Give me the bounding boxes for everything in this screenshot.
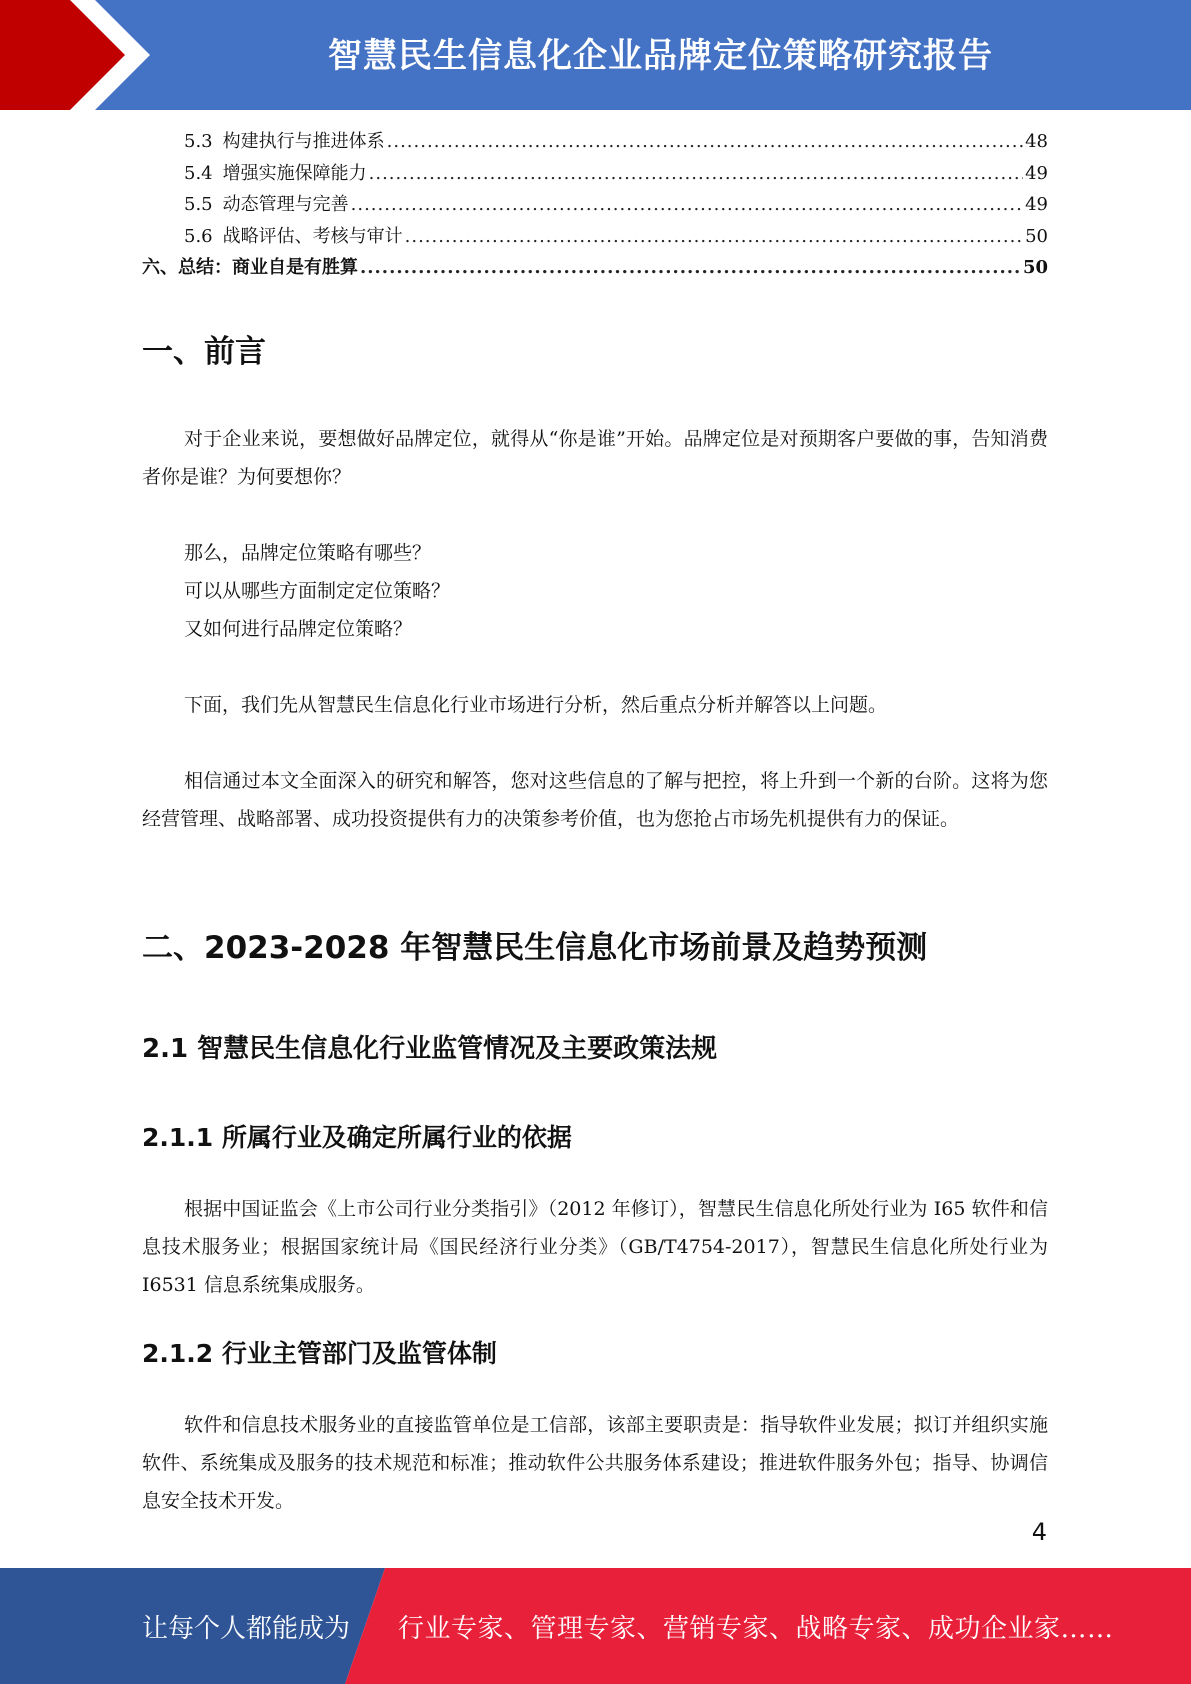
toc-entry-page: 48 xyxy=(1025,131,1048,152)
toc-entry-page: 49 xyxy=(1025,194,1048,215)
toc-entry-number: 5.4 xyxy=(184,162,213,184)
report-title: 智慧民生信息化企业品牌定位策略研究报告 xyxy=(328,36,993,76)
toc-entry[interactable] xyxy=(142,158,1048,190)
preface-question-3: 又如何进行品牌定位策略？ xyxy=(184,618,413,640)
paragraph-industry-classification: 根据中国证监会《上市公司行业分类指引》（2012 年修订），智慧民生信息化所处行业为 I65 软件和信息技术服务业；根据国家统计局《国民经济行业分类》（GB/T4754-2017），智慧民生信息化所处行业为 I6531 信息系统集成服务。 xyxy=(142,1198,1048,1296)
header-chevron-decoration xyxy=(0,0,150,110)
subsection-heading-2-1-2: 2.1.2 行业主管部门及监管体制 xyxy=(142,1339,497,1368)
toc-leader-dots xyxy=(369,158,1023,190)
toc-entry[interactable] xyxy=(142,189,1048,221)
toc-leader-dots xyxy=(360,252,1021,284)
footer-slogan-right: 行业专家、管理专家、营销专家、战略专家、成功企业家…… xyxy=(398,1614,1114,1644)
toc-entry-label: 战略评估、考核与审计 xyxy=(222,225,403,247)
toc-entry-number: 5.6 xyxy=(184,225,213,247)
toc-leader-dots xyxy=(351,189,1023,221)
toc-entry-label: 增强实施保障能力 xyxy=(222,162,367,184)
table-of-contents xyxy=(142,126,1048,284)
preface-question-2: 可以从哪些方面制定定位策略？ xyxy=(184,580,451,602)
toc-entry-page: 50 xyxy=(1022,257,1048,278)
toc-entry-label: 动态管理与完善 xyxy=(222,194,349,215)
subsection-heading-2-1-1: 2.1.1 所属行业及确定所属行业的依据 xyxy=(142,1123,572,1152)
toc-leader-dots xyxy=(387,126,1023,158)
footer-slogan-left: 让每个人都能成为 xyxy=(142,1614,351,1644)
toc-entry-page: 50 xyxy=(1025,225,1048,247)
preface-paragraph-3: 相信通过本文全面深入的研究和解答，您对这些信息的了解与把控，将上升到一个新的台阶。这将为您经营管理、战略部署、成功投资提供有力的决策参考价值，也为您抢占市场先机提供有力的保证。 xyxy=(142,770,1048,830)
toc-entry-label: 六、总结：商业自是有胜算 xyxy=(142,257,358,278)
preface-paragraph-2: 下面，我们先从智慧民生信息化行业市场进行分析，然后重点分析并解答以上问题。 xyxy=(184,694,888,716)
subsection-heading-2-1: 2.1 智慧民生信息化行业监管情况及主要政策法规 xyxy=(142,1034,718,1064)
preface-paragraph-1: 对于企业来说，要想做好品牌定位，就得从“你是谁”开始。品牌定位是对预期客户要做的事，告知消费者你是谁？为何要想你？ xyxy=(142,428,1048,488)
section-heading-preface: 一、前言 xyxy=(142,334,266,370)
toc-leader-dots xyxy=(405,221,1023,253)
toc-entry[interactable] xyxy=(142,126,1048,158)
paragraph-regulatory-body: 软件和信息技术服务业的直接监管单位是工信部，该部主要职责是：指导软件业发展；拟订并组织实施软件、系统集成及服务的技术规范和标准；推动软件公共服务体系建设；推进软件服务外包；指导、协调信息安全技术开发。 xyxy=(142,1414,1048,1512)
toc-entry-number: 5.3 xyxy=(184,131,213,152)
toc-entry-number: 5.5 xyxy=(184,194,213,215)
footer-banner xyxy=(0,1568,1191,1684)
toc-entry[interactable] xyxy=(142,221,1048,253)
toc-entry-label: 构建执行与推进体系 xyxy=(222,131,385,152)
toc-entry-page: 49 xyxy=(1025,162,1048,184)
page-number: 4 xyxy=(1031,1518,1047,1546)
preface-question-1: 那么，品牌定位策略有哪些？ xyxy=(184,542,432,564)
header-banner xyxy=(0,0,1191,110)
toc-entry[interactable] xyxy=(142,252,1048,284)
section-heading-market-outlook: 二、2023-2028 年智慧民生信息化市场前景及趋势预测 xyxy=(142,930,928,966)
